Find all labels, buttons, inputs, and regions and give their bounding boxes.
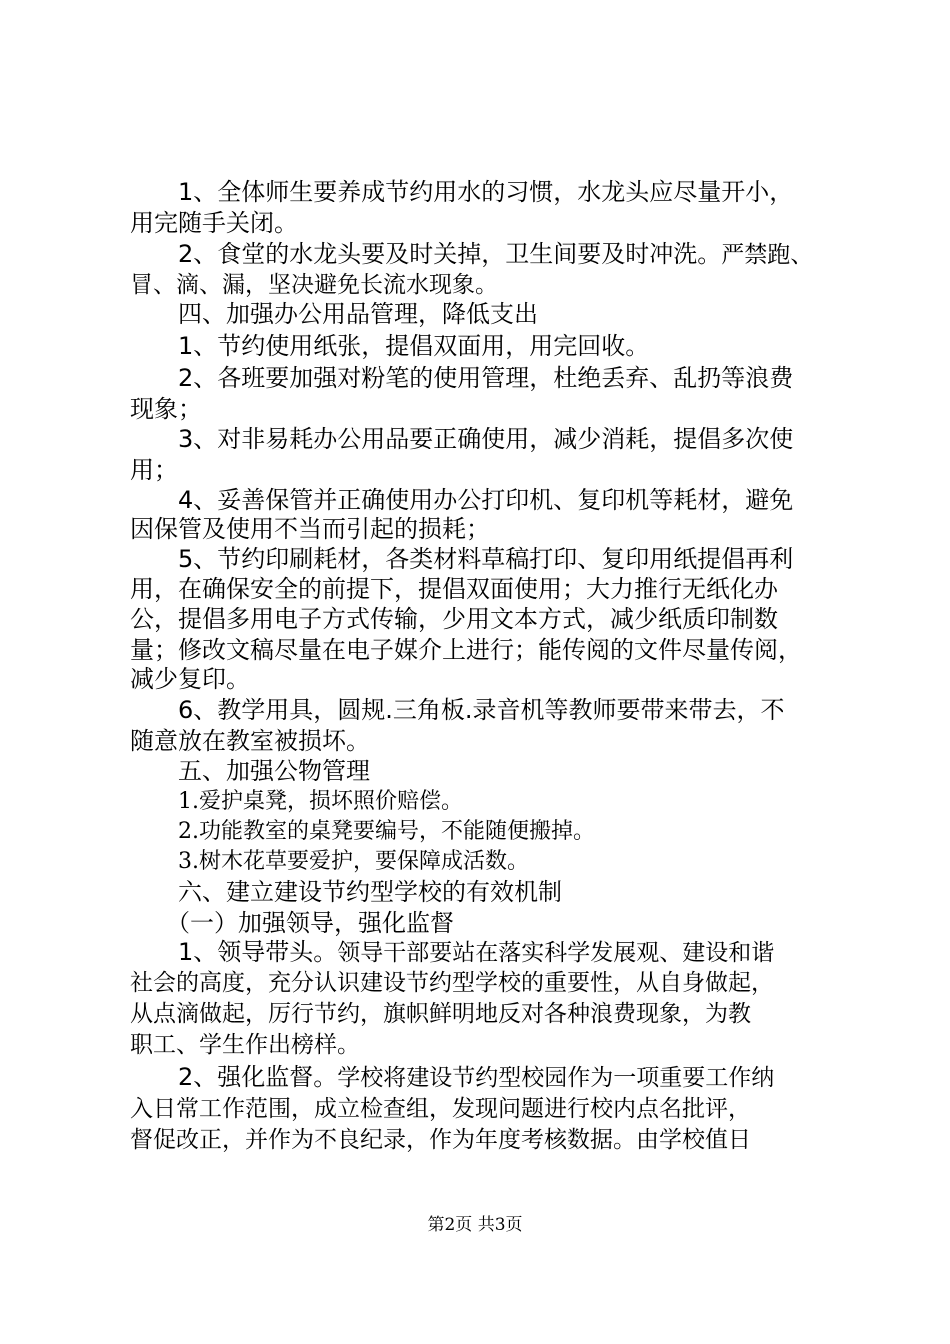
paragraph-line	[178, 936, 774, 969]
paragraph-line: 减少复印。	[130, 665, 250, 693]
paragraph-text: 学校将建设节约型校园作为一项重要工作纳	[337, 1065, 775, 1091]
paragraph-line: 3、对非易耗办公用品要正确使用，减少消耗，提倡多次使	[178, 425, 794, 453]
paragraph-line: 冒、滴、漏，坚决避免长流水现象。	[130, 272, 498, 298]
paragraph-line: 职工、学生作出榜样。	[130, 1032, 360, 1058]
list-item: 2.功能教室的桌凳要编号，不能随便搬掉。	[178, 819, 595, 844]
paragraph-line: 1、全体师生要养成节约用水的习惯，水龙头应尽量开小，	[178, 178, 794, 206]
paragraph-text: 严禁跑、	[721, 242, 814, 268]
paragraph-line	[178, 238, 813, 271]
paragraph-line: 现象；	[130, 395, 202, 423]
paragraph-line: 用，在确保安全的前提下，提倡双面使用；大力推行无纸化办	[130, 575, 778, 603]
section-heading: 五、加强公物管理	[178, 757, 370, 785]
paragraph-line: 4、妥善保管并正确使用办公打印机、复印机等耗材，避免	[178, 486, 794, 514]
paragraph-line: 随意放在教室被损坏。	[130, 727, 370, 755]
subsection-heading: （一）加强领导，强化监督	[166, 909, 454, 937]
paragraph-line: 因保管及使用不当而引起的损耗；	[130, 515, 490, 543]
paragraph-line: 社会的高度，充分认识建设节约型学校的重要性，从自身做起，	[130, 970, 774, 996]
lead-text: 1、领导带头。	[178, 938, 338, 966]
paragraph-line: 6、教学用具，圆规.三角板.录音机等教师要带来带去，不	[178, 696, 785, 724]
paragraph-line: 量；修改文稿尽量在电子媒介上进行；能传阅的文件尽量传阅，	[130, 636, 802, 664]
paragraph-line: 5、节约印刷耗材，各类材料草稿打印、复印用纸提倡再利	[178, 545, 794, 573]
paragraph-line: 2、各班要加强对粉笔的使用管理，杜绝丢弃、乱扔等浪费	[178, 364, 794, 392]
paragraph-text: 领导干部要站在落实科学发展观、建设和谐	[337, 940, 775, 966]
lead-text: 2、强化监督。	[178, 1063, 338, 1091]
paragraph-line: 用完随手关闭。	[130, 209, 298, 237]
paragraph-line: 从点滴做起，厉行节约，旗帜鲜明地反对各种浪费现象，为教	[130, 1001, 751, 1027]
section-heading: 四、加强办公用品管理，降低支出	[178, 300, 538, 328]
paragraph-line	[178, 1061, 774, 1094]
paragraph-line: 1、节约使用纸张，提倡双面用，用完回收。	[178, 332, 650, 360]
paragraph-line: 用；	[130, 456, 178, 484]
paragraph-text: 2、食堂的水龙头要及时关掉，卫生间要及时冲洗。	[178, 240, 722, 268]
paragraph-line: 公，提倡多用电子方式传输，少用文本方式，减少纸质印制数	[130, 605, 778, 633]
paragraph-line: 入日常工作范围，成立检查组，发现问题进行校内点名批评，	[130, 1096, 751, 1122]
page-footer: 第2页 共3页	[427, 1215, 523, 1235]
section-heading: 六、建立建设节约型学校的有效机制	[178, 878, 562, 906]
list-item: 1.爱护桌凳，损坏照价赔偿。	[178, 789, 463, 814]
list-item: 3.树木花草要爱护，要保障成活数。	[178, 849, 529, 874]
paragraph-line: 督促改正，并作为不良纪录，作为年度考核数据。由学校值日	[130, 1127, 751, 1153]
